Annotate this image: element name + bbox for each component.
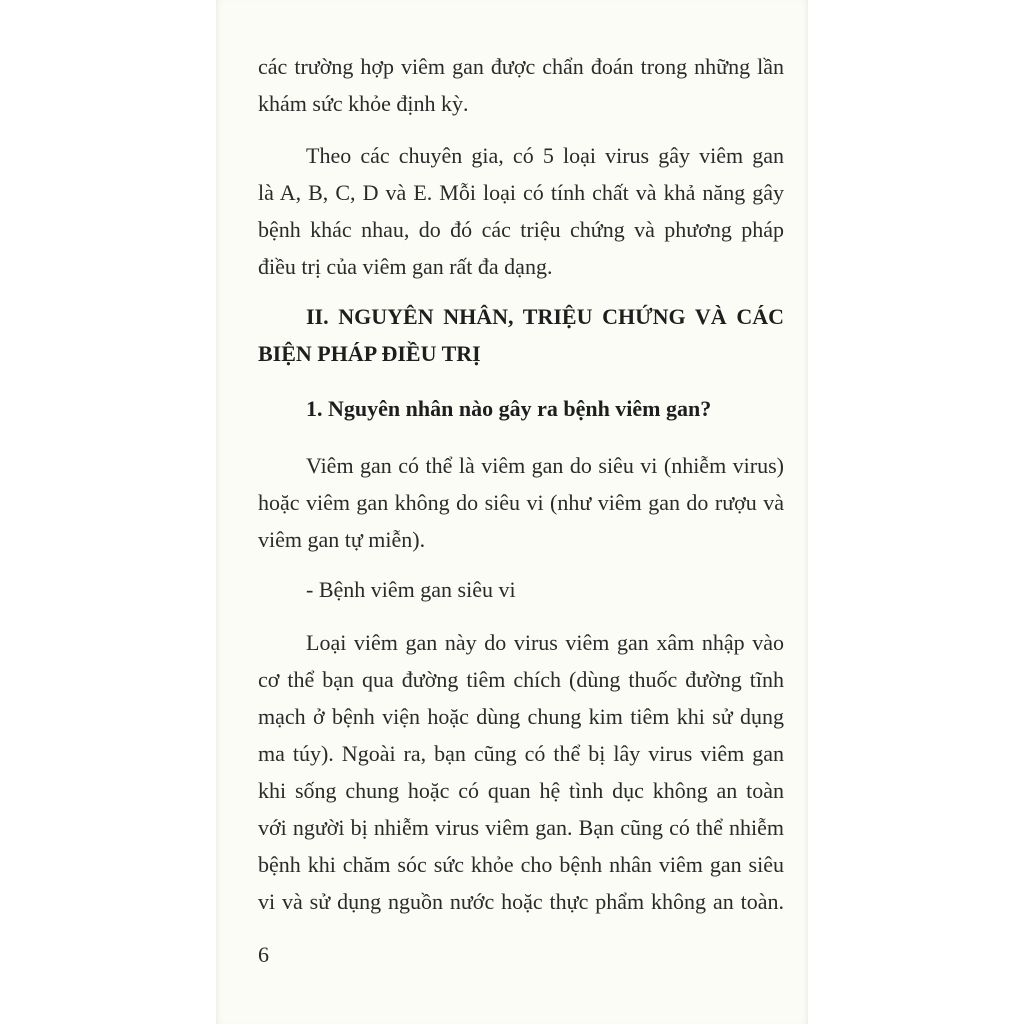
section-heading: II. NGUYÊN NHÂN, TRIỆU CHỨNG VÀ CÁC <box>306 304 784 329</box>
body-line: khám sức khỏe định kỳ. <box>258 91 469 116</box>
body-line: ma túy). Ngoài ra, bạn cũng có thể bị lây virus viêm gan <box>258 741 784 766</box>
body-line: điều trị của viêm gan rất đa dạng. <box>258 254 553 279</box>
body-line: khi sống chung hoặc có quan hệ tình dục không an toàn <box>258 778 784 803</box>
body-line: hoặc viêm gan không do siêu vi (như viêm gan do rượu và <box>258 490 784 515</box>
body-line: mạch ở bệnh viện hoặc dùng chung kim tiêm khi sử dụng <box>258 704 784 729</box>
body-line: với người bị nhiễm virus viêm gan. Bạn cũng có thể nhiễm <box>258 815 784 840</box>
subsection-heading: 1. Nguyên nhân nào gây ra bệnh viêm gan? <box>306 396 712 421</box>
body-line: là A, B, C, D và E. Mỗi loại có tính chất và khả năng gây <box>258 180 784 205</box>
body-line: các trường hợp viêm gan được chẩn đoán trong những lần <box>258 54 784 79</box>
section-heading: BIỆN PHÁP ĐIỀU TRỊ <box>258 341 481 366</box>
body-line: bệnh khác nhau, do đó các triệu chứng và phương pháp <box>258 217 784 242</box>
body-line: Viêm gan có thể là viêm gan do siêu vi (nhiễm virus) <box>306 453 784 478</box>
body-line: viêm gan tự miễn). <box>258 527 426 552</box>
body-line: Loại viêm gan này do virus viêm gan xâm nhập vào <box>306 630 784 655</box>
body-line: Theo các chuyên gia, có 5 loại virus gây viêm gan <box>306 143 784 168</box>
body-line: vi và sử dụng nguồn nước hoặc thực phẩm không an toàn. <box>258 889 784 914</box>
list-item: - Bệnh viêm gan siêu vi <box>306 577 516 602</box>
body-line: bệnh khi chăm sóc sức khỏe cho bệnh nhân viêm gan siêu <box>258 852 784 877</box>
body-line: cơ thể bạn qua đường tiêm chích (dùng thuốc đường tĩnh <box>258 667 784 692</box>
page-number: 6 <box>258 942 269 967</box>
